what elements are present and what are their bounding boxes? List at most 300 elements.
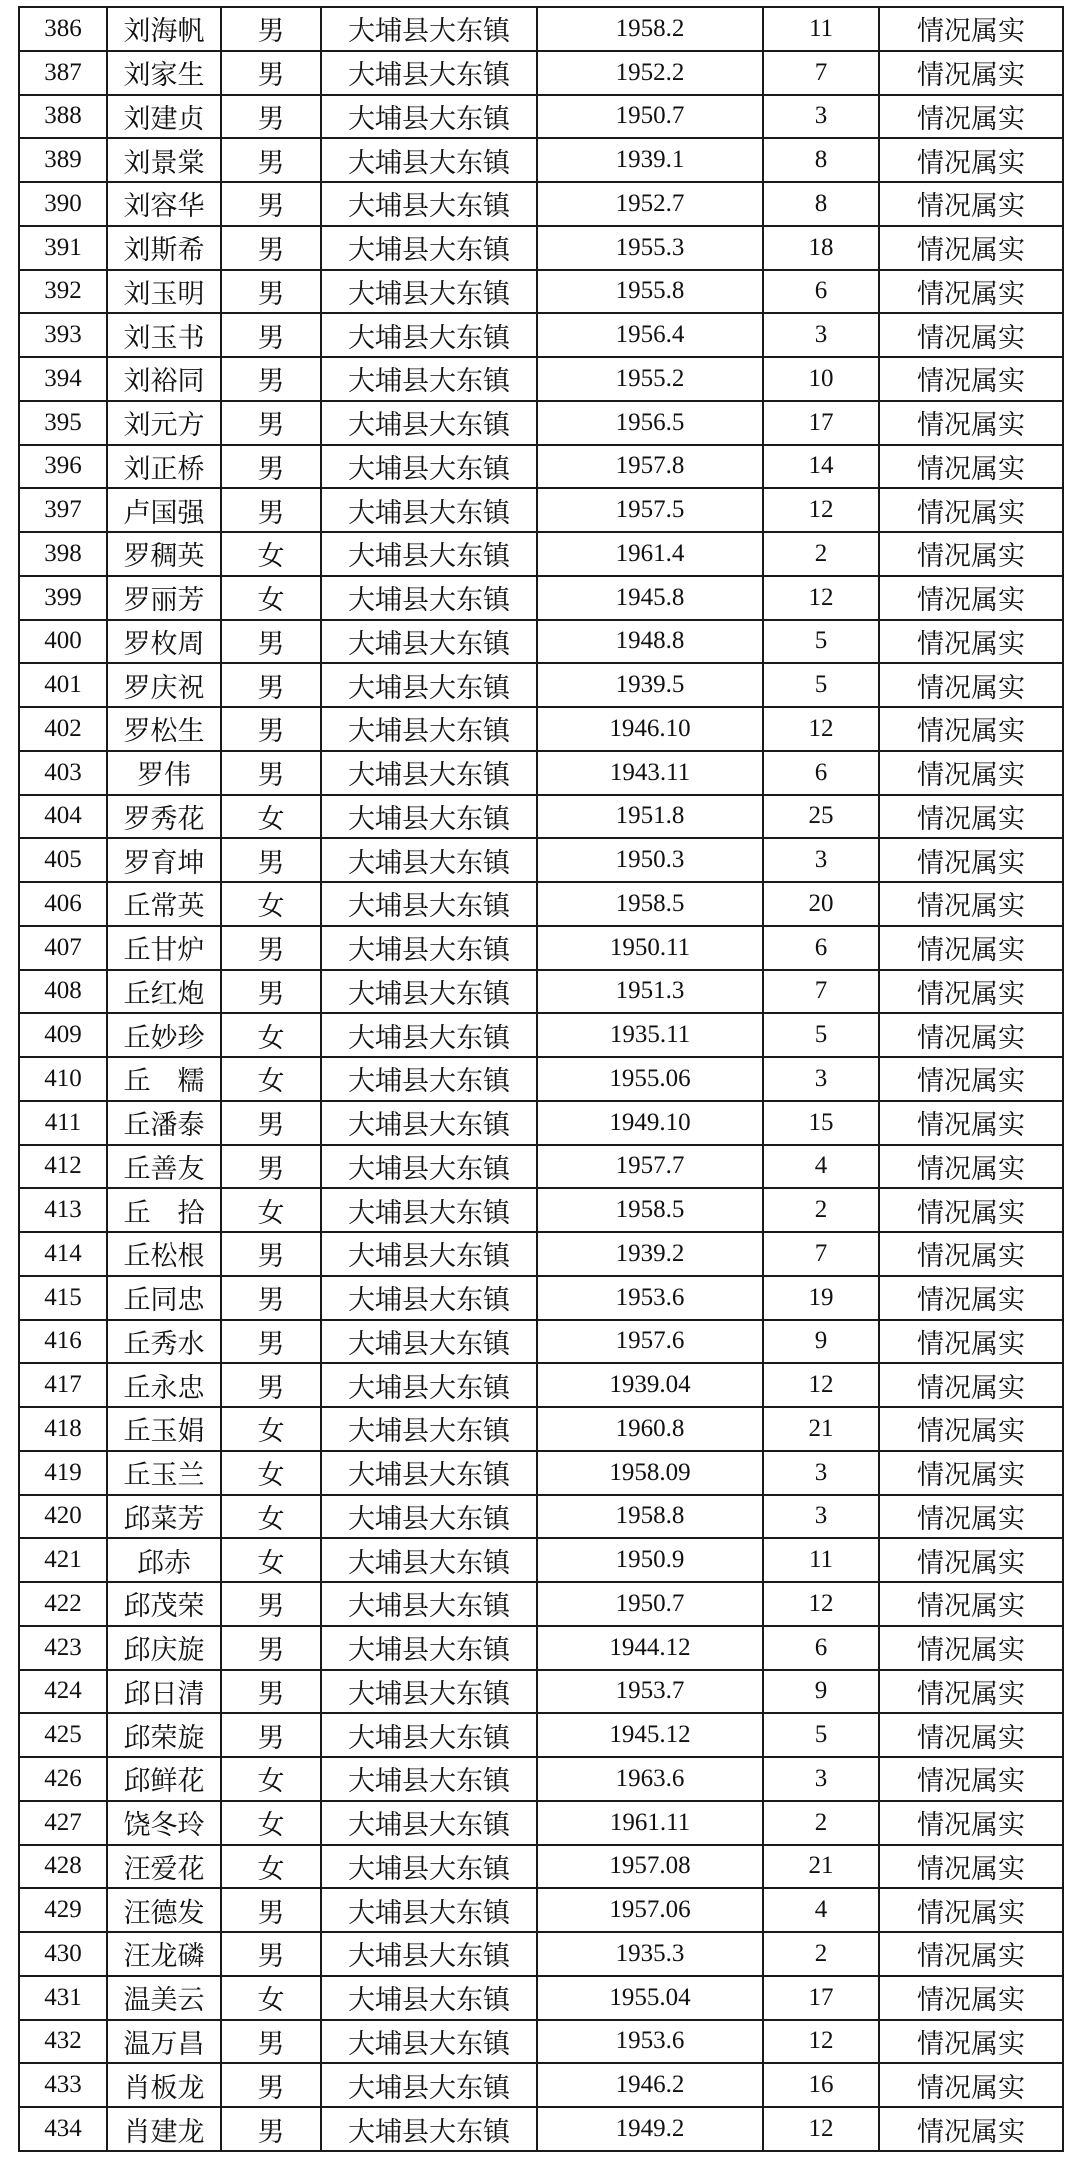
name-cell: 温美云 <box>107 1976 221 2020</box>
serial-number-cell: 396 <box>19 445 107 489</box>
name-cell: 丘永忠 <box>107 1363 221 1407</box>
name-cell: 罗庆祝 <box>107 663 221 707</box>
serial-number-cell: 414 <box>19 1232 107 1276</box>
table-row <box>19 357 1063 401</box>
status-cell: 情况属实 <box>879 1013 1063 1057</box>
address-cell: 大埔县大东镇 <box>321 488 537 532</box>
status-cell: 情况属实 <box>879 576 1063 620</box>
birth-date-cell: 1949.2 <box>537 2107 763 2151</box>
gender-cell: 女 <box>221 882 321 926</box>
count-cell: 3 <box>763 1495 879 1539</box>
birth-date-cell: 1952.7 <box>537 182 763 226</box>
serial-number-cell: 406 <box>19 882 107 926</box>
table-row <box>19 1363 1063 1407</box>
gender-cell: 男 <box>221 445 321 489</box>
status-cell: 情况属实 <box>879 795 1063 839</box>
address-cell: 大埔县大东镇 <box>321 1976 537 2020</box>
name-cell: 丘甘炉 <box>107 926 221 970</box>
count-cell: 3 <box>763 95 879 139</box>
serial-number-cell: 403 <box>19 751 107 795</box>
serial-number-cell: 413 <box>19 1188 107 1232</box>
gender-cell: 女 <box>221 532 321 576</box>
status-cell: 情况属实 <box>879 1626 1063 1670</box>
gender-cell: 女 <box>221 1013 321 1057</box>
serial-number-cell: 431 <box>19 1976 107 2020</box>
serial-number-cell: 407 <box>19 926 107 970</box>
serial-number-cell: 430 <box>19 1932 107 1976</box>
gender-cell: 女 <box>221 1801 321 1845</box>
status-cell: 情况属实 <box>879 532 1063 576</box>
gender-cell: 男 <box>221 1320 321 1364</box>
birth-date-cell: 1957.6 <box>537 1320 763 1364</box>
birth-date-cell: 1953.6 <box>537 1276 763 1320</box>
table-row <box>19 532 1063 576</box>
name-cell: 丘 拾 <box>107 1188 221 1232</box>
gender-cell: 男 <box>221 2020 321 2064</box>
count-cell: 8 <box>763 138 879 182</box>
address-cell: 大埔县大东镇 <box>321 1232 537 1276</box>
serial-number-cell: 392 <box>19 270 107 314</box>
count-cell: 3 <box>763 838 879 882</box>
name-cell: 汪龙磷 <box>107 1932 221 1976</box>
count-cell: 12 <box>763 707 879 751</box>
birth-date-cell: 1945.12 <box>537 1713 763 1757</box>
address-cell: 大埔县大东镇 <box>321 1363 537 1407</box>
status-cell: 情况属实 <box>879 1932 1063 1976</box>
table-row <box>19 1582 1063 1626</box>
address-cell: 大埔县大东镇 <box>321 1757 537 1801</box>
status-cell: 情况属实 <box>879 1145 1063 1189</box>
name-cell: 邱茂荣 <box>107 1582 221 1626</box>
count-cell: 5 <box>763 1013 879 1057</box>
name-cell: 丘同忠 <box>107 1276 221 1320</box>
status-cell: 情况属实 <box>879 2107 1063 2151</box>
gender-cell: 男 <box>221 138 321 182</box>
count-cell: 7 <box>763 1232 879 1276</box>
gender-cell: 男 <box>221 1582 321 1626</box>
address-cell: 大埔县大东镇 <box>321 1013 537 1057</box>
table-row <box>19 1713 1063 1757</box>
count-cell: 7 <box>763 51 879 95</box>
status-cell: 情况属实 <box>879 226 1063 270</box>
serial-number-cell: 432 <box>19 2020 107 2064</box>
serial-number-cell: 389 <box>19 138 107 182</box>
name-cell: 刘裕同 <box>107 357 221 401</box>
address-cell: 大埔县大东镇 <box>321 926 537 970</box>
gender-cell: 女 <box>221 1538 321 1582</box>
gender-cell: 男 <box>221 182 321 226</box>
serial-number-cell: 397 <box>19 488 107 532</box>
birth-date-cell: 1939.1 <box>537 138 763 182</box>
table-row <box>19 401 1063 445</box>
address-cell: 大埔县大东镇 <box>321 1145 537 1189</box>
name-cell: 刘海帆 <box>107 7 221 51</box>
birth-date-cell: 1946.10 <box>537 707 763 751</box>
count-cell: 14 <box>763 445 879 489</box>
name-cell: 刘斯希 <box>107 226 221 270</box>
birth-date-cell: 1952.2 <box>537 51 763 95</box>
name-cell: 罗育坤 <box>107 838 221 882</box>
address-cell: 大埔县大东镇 <box>321 1057 537 1101</box>
birth-date-cell: 1951.8 <box>537 795 763 839</box>
birth-date-cell: 1950.9 <box>537 1538 763 1582</box>
serial-number-cell: 427 <box>19 1801 107 1845</box>
table-row <box>19 970 1063 1014</box>
count-cell: 2 <box>763 1932 879 1976</box>
address-cell: 大埔县大东镇 <box>321 270 537 314</box>
status-cell: 情况属实 <box>879 1845 1063 1889</box>
status-cell: 情况属实 <box>879 970 1063 1014</box>
birth-date-cell: 1955.8 <box>537 270 763 314</box>
table-row <box>19 1495 1063 1539</box>
birth-date-cell: 1946.2 <box>537 2063 763 2107</box>
records-table <box>18 6 1064 2152</box>
gender-cell: 女 <box>221 1407 321 1451</box>
name-cell: 饶冬玲 <box>107 1801 221 1845</box>
table-row <box>19 2063 1063 2107</box>
table-row <box>19 1145 1063 1189</box>
gender-cell: 女 <box>221 576 321 620</box>
birth-date-cell: 1958.2 <box>537 7 763 51</box>
name-cell: 丘秀水 <box>107 1320 221 1364</box>
serial-number-cell: 419 <box>19 1451 107 1495</box>
address-cell: 大埔县大东镇 <box>321 1451 537 1495</box>
serial-number-cell: 421 <box>19 1538 107 1582</box>
status-cell: 情况属实 <box>879 138 1063 182</box>
status-cell: 情况属实 <box>879 1801 1063 1845</box>
serial-number-cell: 388 <box>19 95 107 139</box>
birth-date-cell: 1955.2 <box>537 357 763 401</box>
table-row <box>19 1101 1063 1145</box>
status-cell: 情况属实 <box>879 751 1063 795</box>
serial-number-cell: 417 <box>19 1363 107 1407</box>
gender-cell: 女 <box>221 1757 321 1801</box>
birth-date-cell: 1957.06 <box>537 1888 763 1932</box>
gender-cell: 男 <box>221 663 321 707</box>
address-cell: 大埔县大东镇 <box>321 401 537 445</box>
name-cell: 丘红炮 <box>107 970 221 1014</box>
birth-date-cell: 1960.8 <box>537 1407 763 1451</box>
serial-number-cell: 395 <box>19 401 107 445</box>
gender-cell: 男 <box>221 2063 321 2107</box>
serial-number-cell: 429 <box>19 1888 107 1932</box>
table-row <box>19 1932 1063 1976</box>
count-cell: 12 <box>763 576 879 620</box>
gender-cell: 男 <box>221 1101 321 1145</box>
address-cell: 大埔县大东镇 <box>321 138 537 182</box>
serial-number-cell: 393 <box>19 313 107 357</box>
name-cell: 邱日清 <box>107 1670 221 1714</box>
table-row <box>19 1013 1063 1057</box>
name-cell: 罗秀花 <box>107 795 221 839</box>
gender-cell: 女 <box>221 1188 321 1232</box>
status-cell: 情况属实 <box>879 1582 1063 1626</box>
count-cell: 8 <box>763 182 879 226</box>
name-cell: 汪德发 <box>107 1888 221 1932</box>
count-cell: 12 <box>763 488 879 532</box>
status-cell: 情况属实 <box>879 1057 1063 1101</box>
table-row <box>19 838 1063 882</box>
address-cell: 大埔县大东镇 <box>321 1932 537 1976</box>
address-cell: 大埔县大东镇 <box>321 1276 537 1320</box>
table-row <box>19 182 1063 226</box>
status-cell: 情况属实 <box>879 1670 1063 1714</box>
status-cell: 情况属实 <box>879 270 1063 314</box>
count-cell: 12 <box>763 1363 879 1407</box>
status-cell: 情况属实 <box>879 838 1063 882</box>
name-cell: 邱荣旋 <box>107 1713 221 1757</box>
name-cell: 刘玉书 <box>107 313 221 357</box>
table-row <box>19 51 1063 95</box>
name-cell: 邱鲜花 <box>107 1757 221 1801</box>
gender-cell: 女 <box>221 795 321 839</box>
serial-number-cell: 387 <box>19 51 107 95</box>
birth-date-cell: 1945.8 <box>537 576 763 620</box>
birth-date-cell: 1939.2 <box>537 1232 763 1276</box>
name-cell: 汪爱花 <box>107 1845 221 1889</box>
table-row <box>19 270 1063 314</box>
birth-date-cell: 1951.3 <box>537 970 763 1014</box>
count-cell: 17 <box>763 401 879 445</box>
count-cell: 21 <box>763 1407 879 1451</box>
gender-cell: 男 <box>221 1363 321 1407</box>
status-cell: 情况属实 <box>879 51 1063 95</box>
address-cell: 大埔县大东镇 <box>321 838 537 882</box>
address-cell: 大埔县大东镇 <box>321 1801 537 1845</box>
birth-date-cell: 1957.5 <box>537 488 763 532</box>
birth-date-cell: 1958.5 <box>537 1188 763 1232</box>
name-cell: 丘常英 <box>107 882 221 926</box>
count-cell: 9 <box>763 1670 879 1714</box>
table-row <box>19 226 1063 270</box>
count-cell: 2 <box>763 1801 879 1845</box>
status-cell: 情况属实 <box>879 401 1063 445</box>
gender-cell: 男 <box>221 620 321 664</box>
status-cell: 情况属实 <box>879 663 1063 707</box>
gender-cell: 男 <box>221 7 321 51</box>
count-cell: 3 <box>763 1451 879 1495</box>
gender-cell: 男 <box>221 970 321 1014</box>
birth-date-cell: 1953.6 <box>537 2020 763 2064</box>
count-cell: 3 <box>763 1057 879 1101</box>
status-cell: 情况属实 <box>879 488 1063 532</box>
count-cell: 15 <box>763 1101 879 1145</box>
count-cell: 18 <box>763 226 879 270</box>
count-cell: 17 <box>763 1976 879 2020</box>
gender-cell: 女 <box>221 1057 321 1101</box>
table-row <box>19 1538 1063 1582</box>
count-cell: 12 <box>763 2020 879 2064</box>
birth-date-cell: 1958.8 <box>537 1495 763 1539</box>
serial-number-cell: 402 <box>19 707 107 751</box>
status-cell: 情况属实 <box>879 313 1063 357</box>
status-cell: 情况属实 <box>879 1757 1063 1801</box>
serial-number-cell: 416 <box>19 1320 107 1364</box>
status-cell: 情况属实 <box>879 2063 1063 2107</box>
count-cell: 9 <box>763 1320 879 1364</box>
gender-cell: 男 <box>221 707 321 751</box>
gender-cell: 男 <box>221 51 321 95</box>
birth-date-cell: 1943.11 <box>537 751 763 795</box>
address-cell: 大埔县大东镇 <box>321 1713 537 1757</box>
gender-cell: 女 <box>221 1451 321 1495</box>
serial-number-cell: 433 <box>19 2063 107 2107</box>
status-cell: 情况属实 <box>879 707 1063 751</box>
serial-number-cell: 412 <box>19 1145 107 1189</box>
birth-date-cell: 1953.7 <box>537 1670 763 1714</box>
status-cell: 情况属实 <box>879 1538 1063 1582</box>
name-cell: 卢国强 <box>107 488 221 532</box>
table-row <box>19 751 1063 795</box>
birth-date-cell: 1944.12 <box>537 1626 763 1670</box>
count-cell: 21 <box>763 1845 879 1889</box>
gender-cell: 男 <box>221 1276 321 1320</box>
serial-number-cell: 411 <box>19 1101 107 1145</box>
birth-date-cell: 1958.09 <box>537 1451 763 1495</box>
serial-number-cell: 425 <box>19 1713 107 1757</box>
gender-cell: 男 <box>221 838 321 882</box>
birth-date-cell: 1950.11 <box>537 926 763 970</box>
name-cell: 刘建贞 <box>107 95 221 139</box>
table-row <box>19 138 1063 182</box>
serial-number-cell: 410 <box>19 1057 107 1101</box>
status-cell: 情况属实 <box>879 1320 1063 1364</box>
serial-number-cell: 391 <box>19 226 107 270</box>
name-cell: 丘 糯 <box>107 1057 221 1101</box>
birth-date-cell: 1956.5 <box>537 401 763 445</box>
count-cell: 20 <box>763 882 879 926</box>
birth-date-cell: 1957.8 <box>537 445 763 489</box>
name-cell: 刘容华 <box>107 182 221 226</box>
name-cell: 丘松根 <box>107 1232 221 1276</box>
table-row <box>19 1276 1063 1320</box>
address-cell: 大埔县大东镇 <box>321 313 537 357</box>
serial-number-cell: 401 <box>19 663 107 707</box>
status-cell: 情况属实 <box>879 1188 1063 1232</box>
address-cell: 大埔县大东镇 <box>321 1188 537 1232</box>
count-cell: 11 <box>763 7 879 51</box>
status-cell: 情况属实 <box>879 2020 1063 2064</box>
address-cell: 大埔县大东镇 <box>321 1495 537 1539</box>
count-cell: 6 <box>763 926 879 970</box>
count-cell: 6 <box>763 751 879 795</box>
name-cell: 刘元方 <box>107 401 221 445</box>
address-cell: 大埔县大东镇 <box>321 751 537 795</box>
status-cell: 情况属实 <box>879 620 1063 664</box>
status-cell: 情况属实 <box>879 1976 1063 2020</box>
table-row <box>19 707 1063 751</box>
name-cell: 刘景棠 <box>107 138 221 182</box>
serial-number-cell: 390 <box>19 182 107 226</box>
address-cell: 大埔县大东镇 <box>321 2020 537 2064</box>
count-cell: 4 <box>763 1888 879 1932</box>
address-cell: 大埔县大东镇 <box>321 1538 537 1582</box>
table-row <box>19 1320 1063 1364</box>
status-cell: 情况属实 <box>879 1101 1063 1145</box>
address-cell: 大埔县大东镇 <box>321 182 537 226</box>
count-cell: 16 <box>763 2063 879 2107</box>
birth-date-cell: 1939.5 <box>537 663 763 707</box>
serial-number-cell: 426 <box>19 1757 107 1801</box>
address-cell: 大埔县大东镇 <box>321 532 537 576</box>
name-cell: 罗枚周 <box>107 620 221 664</box>
address-cell: 大埔县大东镇 <box>321 51 537 95</box>
table-row <box>19 488 1063 532</box>
birth-date-cell: 1939.04 <box>537 1363 763 1407</box>
serial-number-cell: 386 <box>19 7 107 51</box>
birth-date-cell: 1935.3 <box>537 1932 763 1976</box>
address-cell: 大埔县大东镇 <box>321 226 537 270</box>
count-cell: 3 <box>763 1757 879 1801</box>
name-cell: 肖板龙 <box>107 2063 221 2107</box>
gender-cell: 男 <box>221 2107 321 2151</box>
gender-cell: 男 <box>221 1626 321 1670</box>
birth-date-cell: 1949.10 <box>537 1101 763 1145</box>
address-cell: 大埔县大东镇 <box>321 95 537 139</box>
table-row <box>19 620 1063 664</box>
address-cell: 大埔县大东镇 <box>321 357 537 401</box>
status-cell: 情况属实 <box>879 1276 1063 1320</box>
count-cell: 11 <box>763 1538 879 1582</box>
serial-number-cell: 423 <box>19 1626 107 1670</box>
address-cell: 大埔县大东镇 <box>321 2107 537 2151</box>
count-cell: 2 <box>763 1188 879 1232</box>
serial-number-cell: 404 <box>19 795 107 839</box>
address-cell: 大埔县大东镇 <box>321 1888 537 1932</box>
birth-date-cell: 1961.4 <box>537 532 763 576</box>
status-cell: 情况属实 <box>879 1451 1063 1495</box>
table-row <box>19 882 1063 926</box>
table-row <box>19 795 1063 839</box>
address-cell: 大埔县大东镇 <box>321 970 537 1014</box>
name-cell: 刘正桥 <box>107 445 221 489</box>
table-row <box>19 1188 1063 1232</box>
name-cell: 温万昌 <box>107 2020 221 2064</box>
gender-cell: 男 <box>221 313 321 357</box>
table-row <box>19 663 1063 707</box>
count-cell: 5 <box>763 620 879 664</box>
count-cell: 2 <box>763 532 879 576</box>
count-cell: 6 <box>763 270 879 314</box>
name-cell: 罗松生 <box>107 707 221 751</box>
gender-cell: 女 <box>221 1495 321 1539</box>
table-row <box>19 1757 1063 1801</box>
address-cell: 大埔县大东镇 <box>321 576 537 620</box>
birth-date-cell: 1956.4 <box>537 313 763 357</box>
table-row <box>19 1888 1063 1932</box>
name-cell: 丘潘泰 <box>107 1101 221 1145</box>
name-cell: 丘玉娟 <box>107 1407 221 1451</box>
gender-cell: 男 <box>221 751 321 795</box>
gender-cell: 男 <box>221 401 321 445</box>
address-cell: 大埔县大东镇 <box>321 795 537 839</box>
status-cell: 情况属实 <box>879 1888 1063 1932</box>
address-cell: 大埔县大东镇 <box>321 620 537 664</box>
table-row <box>19 2020 1063 2064</box>
address-cell: 大埔县大东镇 <box>321 445 537 489</box>
name-cell: 丘妙珍 <box>107 1013 221 1057</box>
serial-number-cell: 394 <box>19 357 107 401</box>
serial-number-cell: 398 <box>19 532 107 576</box>
count-cell: 5 <box>763 1713 879 1757</box>
serial-number-cell: 415 <box>19 1276 107 1320</box>
count-cell: 4 <box>763 1145 879 1189</box>
count-cell: 5 <box>763 663 879 707</box>
birth-date-cell: 1950.7 <box>537 1582 763 1626</box>
count-cell: 3 <box>763 313 879 357</box>
address-cell: 大埔县大东镇 <box>321 1845 537 1889</box>
address-cell: 大埔县大东镇 <box>321 1626 537 1670</box>
